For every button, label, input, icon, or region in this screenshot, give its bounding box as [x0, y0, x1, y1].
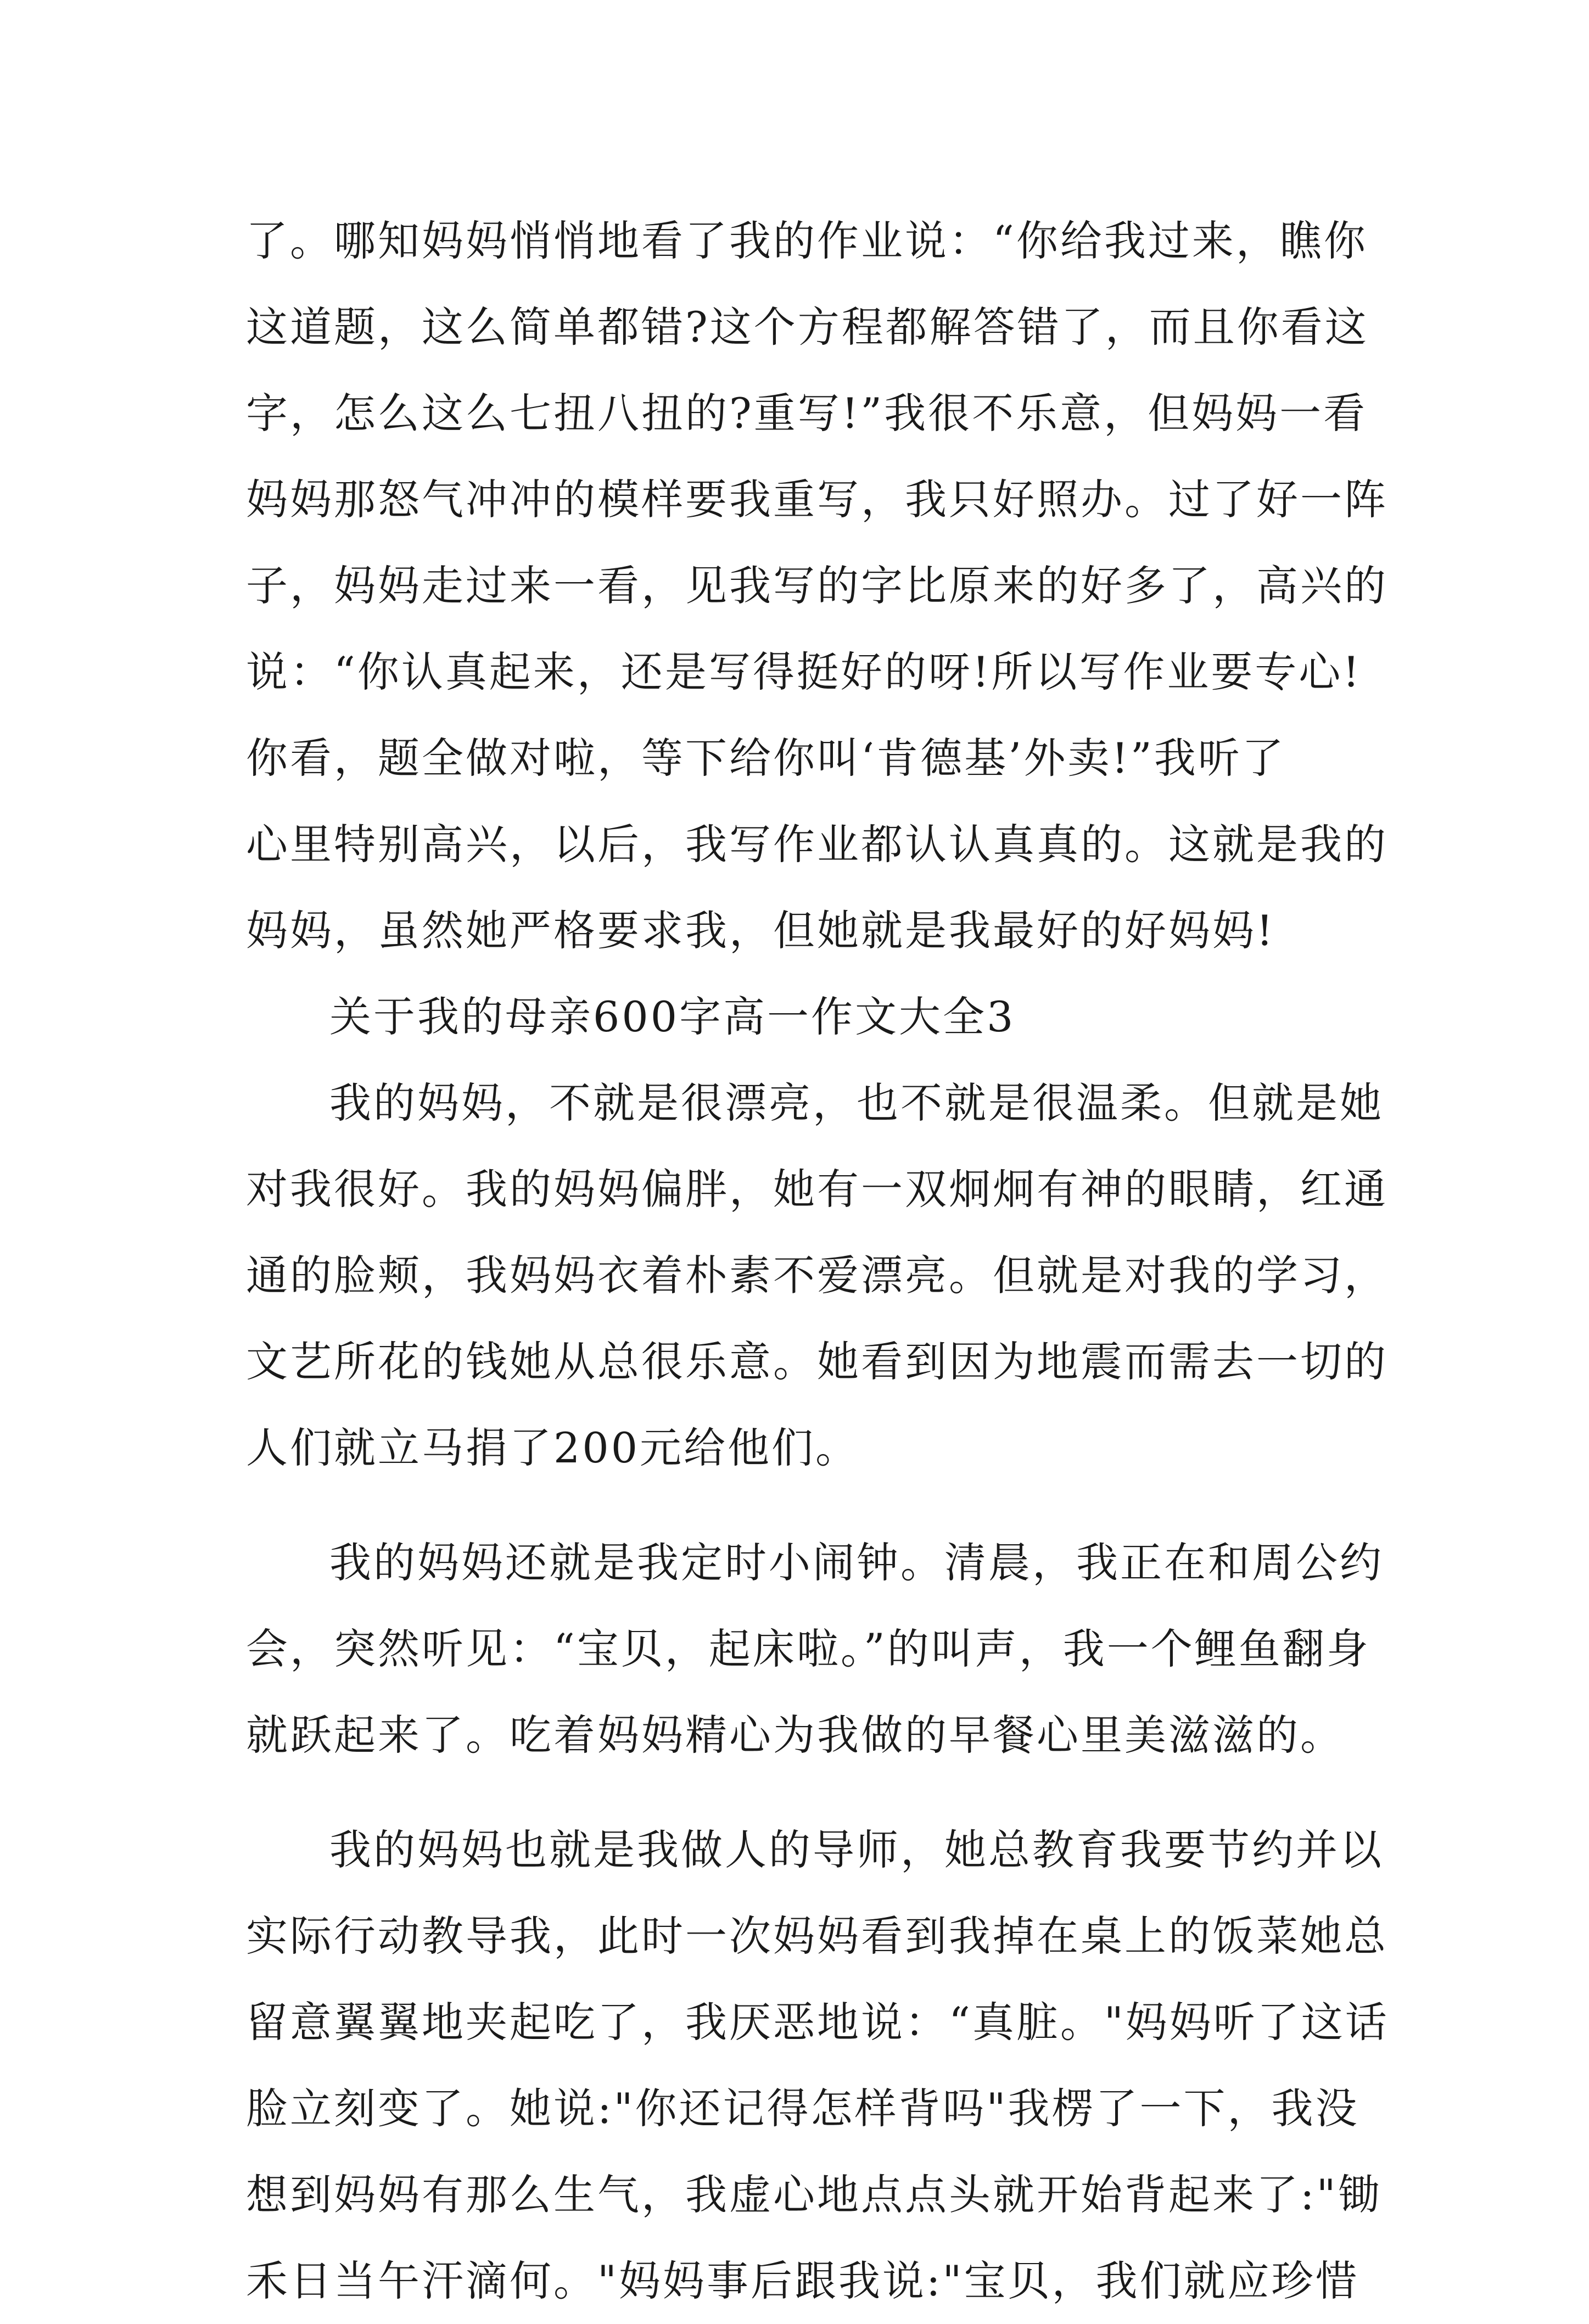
text-line: 会，突然听见：“宝贝，起床啦。”的叫声，我一个鲤鱼翻身: [246, 1624, 1370, 1673]
text-line: 子，妈妈走过来一看，见我写的字比原来的好多了，高兴的: [246, 561, 1388, 610]
text-line: 字，怎么这么七扭八扭的?重写!”我很不乐意，但妈妈一看: [246, 389, 1368, 438]
paragraph-p2: [246, 1060, 1388, 1491]
text-line: 禾日当午汗滴何。"妈妈事后跟我说:"宝贝，我们就应珍惜: [246, 2256, 1359, 2305]
text-line: 文艺所花的钱她从总很乐意。她看到因为地震而需去一切的: [246, 1337, 1388, 1386]
document-body: [246, 198, 1389, 2324]
text-line: 我的妈妈也就是我做人的导师，她总教育我要节约并以: [329, 1825, 1384, 1874]
text-line: 了。哪知妈妈悄悄地看了我的作业说：“你给我过来，瞧你: [246, 216, 1368, 265]
text-line: 妈妈那怒气冲冲的模样要我重写，我只好照办。过了好一阵: [246, 475, 1388, 524]
text-line: 我的妈妈，不就是很漂亮，也不就是很温柔。但就是她: [329, 1079, 1384, 1127]
paragraph-p1: [246, 198, 1388, 974]
paragraph-p4: [246, 1807, 1389, 2324]
text-line: 你看，题全做对啦，等下给你叫‘肯德基’外卖!”我听了: [246, 734, 1286, 783]
text-line: 留意翼翼地夹起吃了，我厌恶地说：“真脏。"妈妈听了这话: [246, 1998, 1389, 2047]
text-line: 就跃起来了。吃着妈妈精心为我做的早餐心里美滋滋的。: [246, 1711, 1344, 1759]
text-line: 脸立刻变了。她说:"你还记得怎样背吗"我楞了一下，我没: [246, 2084, 1359, 2133]
text-line: 实际行动教导我，此时一次妈妈看到我掉在桌上的饭菜她总: [246, 1912, 1388, 1960]
text-line: 这道题，这么简单都错?这个方程都解答错了，而且你看这: [246, 303, 1369, 351]
text-line: 想到妈妈有那么生气，我虚心地点点头就开始背起来了:"锄: [246, 2170, 1382, 2219]
text-line: 我的妈妈还就是我定时小闹钟。清晨，我正在和周公约: [329, 1538, 1384, 1587]
section-title: [246, 974, 1355, 1060]
text-line: 人们就立马捐了200元给他们。: [246, 1423, 860, 1472]
text-line: 对我很好。我的妈妈偏胖，她有一双炯炯有神的眼睛，红通: [246, 1165, 1388, 1214]
text-line: 通的脸颊，我妈妈衣着朴素不爱漂亮。但就是对我的学习，: [246, 1251, 1388, 1300]
section-title-text: 关于我的母亲600字高一作文大全3: [329, 992, 1016, 1041]
paragraph-p3: [246, 1519, 1384, 1778]
text-line: 心里特别高兴，以后，我写作业都认认真真的。这就是我的: [246, 820, 1388, 869]
text-line: 妈妈，虽然她严格要求我，但她就是我最好的好妈妈!: [246, 906, 1275, 955]
text-line: 说：“你认真起来，还是写得挺好的呀!所以写作业要专心!: [246, 647, 1362, 696]
